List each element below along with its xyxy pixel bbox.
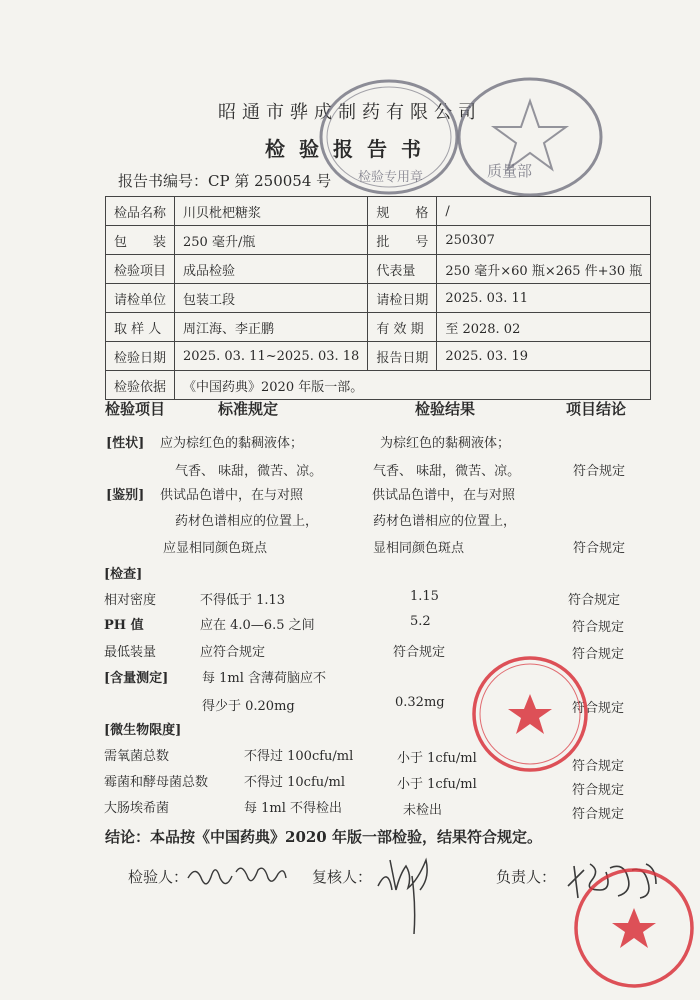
character-result-2: 气香、 味甜，微苦、凉。 — [373, 464, 521, 479]
min-fill-result: 符合规定 — [393, 645, 446, 660]
info-value: 250 毫升×60 瓶×265 件+30 瓶 — [437, 255, 651, 284]
assay-result: 0.32mg — [395, 695, 445, 710]
info-label: 检验项目 — [106, 255, 175, 284]
identification-result-1: 供试品色谱中，在与对照 — [372, 488, 516, 503]
identification-standard-3: 应显相同颜色斑点 — [163, 541, 268, 556]
character-tag: [性状] — [106, 436, 145, 451]
info-label: 包 装 — [106, 226, 175, 255]
info-value: 川贝枇杷糖浆 — [175, 197, 368, 226]
company-name: 昭通市骅成制药有限公司 — [218, 102, 482, 123]
character-standard-2: 气香、 味甜，微苦、凉。 — [175, 464, 323, 479]
ph-name: PH 值 — [104, 618, 144, 633]
ecoli-result: 未检出 — [403, 803, 443, 818]
basis-label: 检验依据 — [106, 371, 175, 400]
aerobic-conclusion: 符合规定 — [572, 759, 625, 774]
info-row — [106, 226, 651, 255]
info-value: 2025. 03. 19 — [437, 342, 651, 371]
min-fill-name: 最低装量 — [104, 645, 157, 660]
col-header-item: 检验项目 — [105, 400, 166, 418]
mold-result: 小于 1cfu/ml — [397, 777, 477, 792]
info-label: 有 效 期 — [368, 313, 437, 342]
report-number: 报告书编号：CP 第 250054 号 — [118, 172, 332, 190]
assay-conclusion: 符合规定 — [572, 701, 625, 716]
info-value: 2025. 03. 11 — [437, 284, 651, 313]
mold-name: 霉菌和酵母菌总数 — [104, 775, 209, 790]
col-header-standard: 标准规定 — [218, 400, 279, 418]
character-standard-1: 应为棕红色的黏稠液体； — [160, 436, 304, 451]
density-result: 1.15 — [410, 589, 439, 604]
basis-row — [106, 371, 651, 400]
density-conclusion: 符合规定 — [568, 593, 621, 608]
info-label: 请检日期 — [368, 284, 437, 313]
micro-tag: [微生物限度] — [104, 723, 182, 738]
info-row — [106, 342, 651, 371]
red-stamp-quality-dept — [470, 654, 590, 774]
info-value: 包装工段 — [175, 284, 368, 313]
info-label: 请检单位 — [106, 284, 175, 313]
info-table — [105, 196, 651, 400]
ecoli-conclusion: 符合规定 — [572, 807, 625, 822]
quality-stamp-text: 质量部 — [487, 162, 533, 180]
identification-result-3: 显相同颜色斑点 — [373, 541, 465, 556]
ecoli-standard: 每 1ml 不得检出 — [244, 801, 343, 816]
info-label: 规 格 — [368, 197, 437, 226]
character-result-1: 为棕红色的黏稠液体； — [380, 436, 511, 451]
col-header-result: 检验结果 — [415, 400, 476, 418]
min-fill-conclusion: 符合规定 — [572, 647, 625, 662]
info-row — [106, 197, 651, 226]
info-label: 代表量 — [368, 255, 437, 284]
ph-result: 5.2 — [410, 614, 431, 629]
identification-conclusion: 符合规定 — [573, 541, 626, 556]
inspector-label: 检验人： — [128, 868, 189, 886]
ph-conclusion: 符合规定 — [572, 620, 625, 635]
identification-tag: [鉴别] — [106, 488, 145, 503]
assay-standard-1: 每 1ml 含薄荷脑应不 — [202, 671, 327, 686]
info-row — [106, 284, 651, 313]
info-row — [106, 255, 651, 284]
info-label: 批 号 — [368, 226, 437, 255]
reviewer-signature — [372, 846, 442, 936]
identification-result-2: 药材色谱相应的位置上， — [373, 514, 517, 529]
density-name: 相对密度 — [104, 593, 157, 608]
identification-standard-1: 供试品色谱中，在与对照 — [160, 488, 304, 503]
final-conclusion: 结论：本品按《中国药典》2020 年版一部检验，结果符合规定。 — [105, 828, 542, 846]
assay-standard-2: 得少于 0.20mg — [202, 699, 295, 714]
info-label: 报告日期 — [368, 342, 437, 371]
aerobic-result: 小于 1cfu/ml — [397, 751, 477, 766]
assay-name: [含量测定] — [104, 671, 169, 686]
red-stamp-quality-dept-2 — [572, 866, 696, 990]
basis-value: 《中国药典》2020 年版一部。 — [175, 371, 651, 400]
ph-standard: 应在 4.0—6.5 之间 — [200, 618, 315, 633]
info-label: 检品名称 — [106, 197, 175, 226]
info-value: 250 毫升/瓶 — [175, 226, 368, 255]
info-value: 2025. 03. 11~2025. 03. 18 — [175, 342, 368, 371]
info-value: / — [437, 197, 651, 226]
identification-standard-2: 药材色谱相应的位置上， — [175, 514, 319, 529]
page-title: 检验报告书 — [265, 137, 435, 161]
ecoli-name: 大肠埃希菌 — [104, 801, 170, 816]
aerobic-name: 需氧菌总数 — [104, 749, 170, 764]
inspector-signature — [184, 856, 292, 896]
info-row — [106, 313, 651, 342]
info-value: 250307 — [437, 226, 651, 255]
mold-conclusion: 符合规定 — [572, 783, 625, 798]
info-value: 成品检验 — [175, 255, 368, 284]
mold-standard: 不得过 10cfu/ml — [244, 775, 346, 790]
density-standard: 不得低于 1.13 — [200, 593, 286, 608]
aerobic-standard: 不得过 100cfu/ml — [244, 749, 354, 764]
inspection-tag: [检查] — [104, 567, 143, 582]
character-conclusion: 符合规定 — [573, 464, 626, 479]
col-header-conclusion: 项目结论 — [566, 400, 627, 418]
min-fill-standard: 应符合规定 — [200, 645, 266, 660]
manager-label: 负责人： — [496, 868, 557, 886]
info-value: 至 2028. 02 — [437, 313, 651, 342]
inspection-stamp-text: 检验专用章 — [358, 170, 424, 185]
info-value: 周江海、李正鹏 — [175, 313, 368, 342]
info-label: 检验日期 — [106, 342, 175, 371]
reviewer-label: 复核人： — [312, 868, 373, 886]
info-label: 取 样 人 — [106, 313, 175, 342]
